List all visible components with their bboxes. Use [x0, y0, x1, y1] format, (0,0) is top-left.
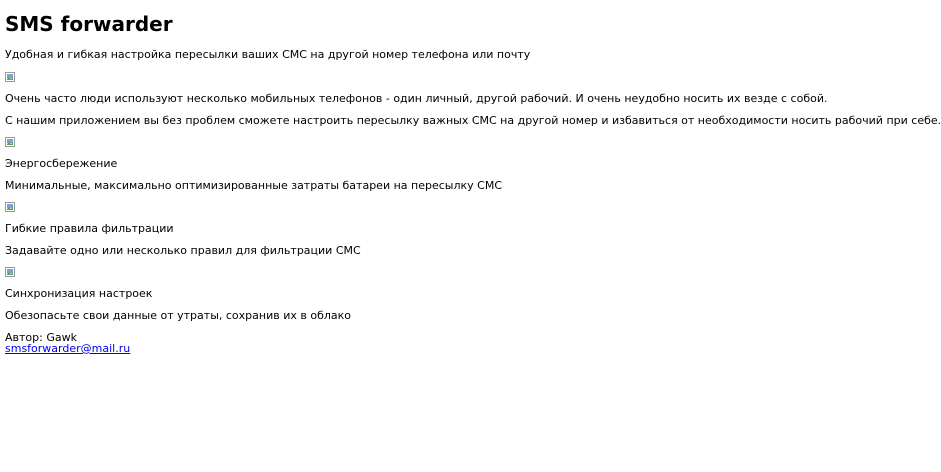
- broken-image-icon: [5, 72, 15, 82]
- feature-title: Энергосбережение: [5, 157, 118, 170]
- author-label: Автор: Gawk: [5, 331, 77, 344]
- feature-description: Обезопасьте свои данные от утраты, сохранив их в облако: [5, 309, 351, 322]
- page-subtitle: Удобная и гибкая настройка пересылки ваших СМС на другой номер телефона или почту: [5, 48, 531, 61]
- broken-image-icon: [5, 137, 15, 147]
- feature-title: Синхронизация настроек: [5, 287, 153, 300]
- page-title: SMS forwarder: [5, 12, 173, 36]
- feature-title: Гибкие правила фильтрации: [5, 222, 174, 235]
- intro-paragraph: С нашим приложением вы без проблем сможете настроить пересылку важных СМС на другой номер и избавиться от необходимости носить рабочий при себе.: [5, 114, 941, 127]
- author-email-link[interactable]: smsforwarder@mail.ru: [5, 342, 131, 355]
- broken-image-icon: [5, 202, 15, 212]
- broken-image-icon: [5, 267, 15, 277]
- feature-description: Минимальные, максимально оптимизированные затраты батареи на пересылку СМС: [5, 179, 502, 192]
- feature-description: Задавайте одно или несколько правил для фильтрации СМС: [5, 244, 361, 257]
- intro-paragraph: Очень часто люди используют несколько мобильных телефонов - один личный, другой рабочий. И очень неудобно носить их везде с собой.: [5, 92, 828, 105]
